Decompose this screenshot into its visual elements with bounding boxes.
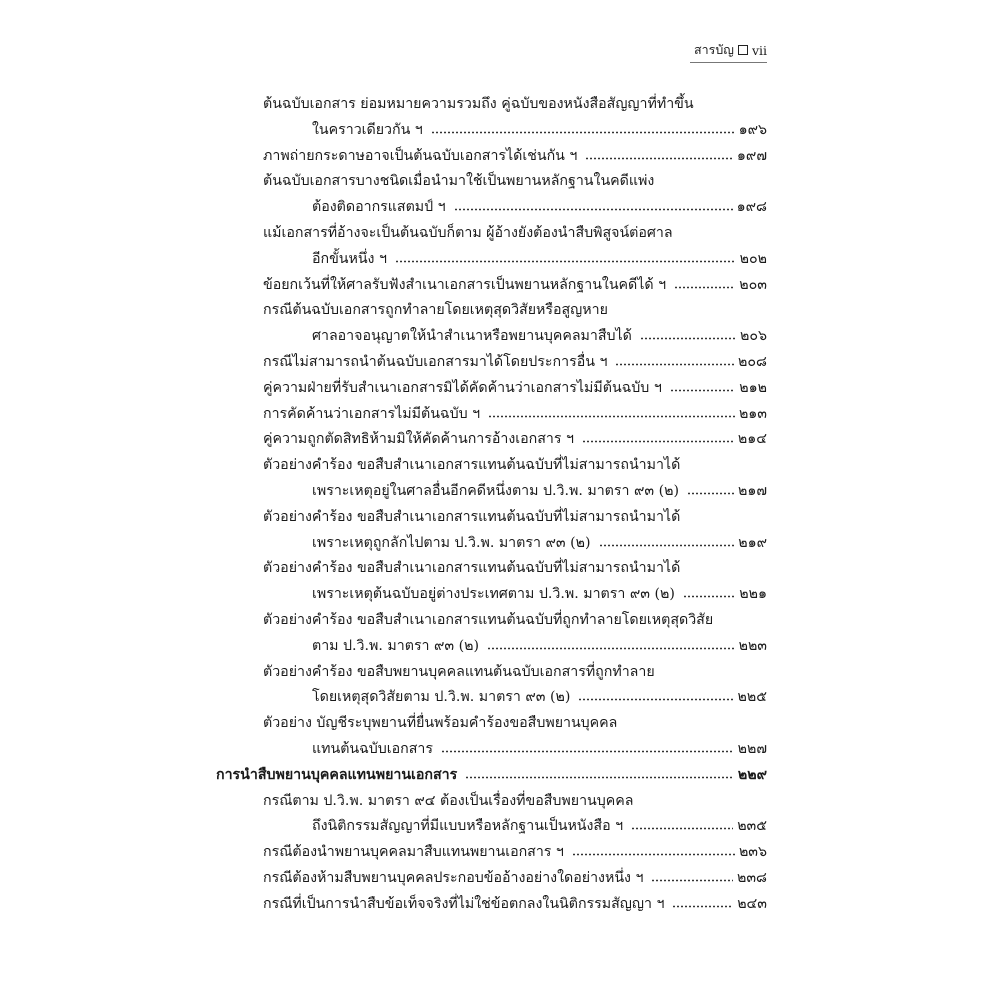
header-page-number: vii xyxy=(751,42,767,58)
dot-leader xyxy=(465,769,734,779)
toc-entry-text: ต้นฉบับเอกสาร ย่อมหมายความรวมถึง คู่ฉบับของหนังสือสัญญาที่ทำขึ้น xyxy=(263,96,694,112)
toc-entry xyxy=(216,840,767,866)
square-icon xyxy=(738,45,748,55)
toc-entry xyxy=(216,453,767,479)
toc-entry-text: ต้นฉบับเอกสารบางชนิดเมื่อนำมาใช้เป็นพยานหลักฐานในคดีแพ่ง xyxy=(263,173,655,190)
toc-page-number: ๒๐๒ xyxy=(739,250,767,267)
dot-leader xyxy=(454,201,733,211)
toc-entry xyxy=(216,866,767,892)
toc-entry xyxy=(216,427,767,453)
toc-entry-text: กรณีตาม ป.วิ.พ. มาตรา ๙๔ ต้องเป็นเรื่องที่ขอสืบพยานบุคคล xyxy=(263,792,634,809)
toc-entry xyxy=(216,531,767,557)
toc-entry xyxy=(216,892,767,918)
toc-section-heading xyxy=(216,763,767,789)
dot-leader xyxy=(395,253,736,263)
toc-page-number: ๑๙๖ xyxy=(738,121,767,138)
dot-leader xyxy=(683,588,735,598)
toc-entry xyxy=(216,582,767,608)
dot-leader xyxy=(578,691,733,701)
dot-leader xyxy=(582,433,734,443)
toc-entry-text: กรณีที่เป็นการนำสืบข้อเท็จจริงที่ไม่ใช่ข้อตกลงในนิติกรรมสัญญา ฯ xyxy=(263,895,665,912)
toc-entry xyxy=(216,169,767,195)
toc-page-number: ๒๒๕ xyxy=(737,689,767,706)
toc-entry xyxy=(216,221,767,247)
dot-leader xyxy=(687,485,734,495)
toc-entry xyxy=(216,556,767,582)
toc-page-number: ๒๑๙ xyxy=(738,534,767,551)
toc-section-text: การนำสืบพยานบุคคลแทนพยานเอกสาร xyxy=(216,766,458,783)
toc-page-number: ๒๑๒ xyxy=(739,379,767,396)
dot-leader xyxy=(572,846,735,856)
toc-entry-text: ถึงนิติกรรมสัญญาที่มีแบบหรือหลักฐานเป็นหนังสือ ฯ xyxy=(312,818,624,835)
toc-entry-text: คู่ความถูกตัดสิทธิห้ามมิให้คัดค้านการอ้างเอกสาร ฯ xyxy=(263,431,574,448)
toc-entry-text: โดยเหตุสุดวิสัยตาม ป.วิ.พ. มาตรา ๙๓ (๒) xyxy=(312,689,571,706)
toc-entry-text: แทนต้นฉบับเอกสาร xyxy=(312,740,433,757)
toc-page-number: ๒๑๗ xyxy=(737,482,767,499)
dot-leader xyxy=(585,150,733,160)
toc-entry xyxy=(216,195,767,221)
toc-entry xyxy=(216,350,767,376)
toc-entry-text: ตัวอย่างคำร้อง ขอสืบสำเนาเอกสารแทนต้นฉบับที่ไม่สามารถนำมาได้ xyxy=(263,457,681,474)
dot-leader xyxy=(651,872,733,882)
toc-entry xyxy=(216,814,767,840)
toc-entry-text: ตัวอย่างคำร้อง ขอสืบสำเนาเอกสารแทนต้นฉบับที่ไม่สามารถนำมาได้ xyxy=(263,560,681,577)
dot-leader xyxy=(640,330,736,340)
toc-entry-text: กรณีต้นฉบับเอกสารถูกทำลายโดยเหตุสุดวิสัยหรือสูญหาย xyxy=(263,302,608,319)
toc-entry xyxy=(216,376,767,402)
toc-page-number: ๒๐๓ xyxy=(739,276,767,293)
toc-page-number: ๒๒๙ xyxy=(737,766,767,783)
toc-entry-text: ต้องติดอากรแสตมป์ ฯ xyxy=(312,199,446,216)
toc-entry-text: กรณีไม่สามารถนำต้นฉบับเอกสารมาได้โดยประการอื่น ฯ xyxy=(263,353,608,370)
toc-page-number: ๒๐๖ xyxy=(739,328,767,345)
toc-entry xyxy=(216,273,767,299)
toc-page-number: ๑๙๗ xyxy=(736,147,767,164)
toc-entry xyxy=(216,247,767,273)
toc-entry xyxy=(216,789,767,815)
toc-entry-text: คู่ความฝ่ายที่รับสำเนาเอกสารมิได้คัดค้านว่าเอกสารไม่มีต้นฉบับ ฯ xyxy=(263,379,662,396)
toc-entry-text: ตาม ป.วิ.พ. มาตรา ๙๓ (๒) xyxy=(312,637,480,654)
toc-entry-text: แม้เอกสารที่อ้างจะเป็นต้นฉบับก็ตาม ผู้อ้างยังต้องนำสืบพิสูจน์ต่อศาล xyxy=(263,224,673,241)
toc-page-number: ๒๓๕ xyxy=(737,818,767,835)
toc-page-number: ๒๓๘ xyxy=(737,869,767,886)
toc-entry-text: ตัวอย่างคำร้อง ขอสืบพยานบุคคลแทนต้นฉบับเอกสารที่ถูกทำลาย xyxy=(263,663,655,680)
header-title: สารบัญ xyxy=(693,42,734,57)
toc-entry xyxy=(216,298,767,324)
toc-entry xyxy=(216,634,767,660)
dot-leader xyxy=(431,124,735,134)
dot-leader xyxy=(599,537,735,547)
toc-entry-text: อีกขั้นหนึ่ง ฯ xyxy=(312,250,387,267)
toc-entry xyxy=(216,402,767,428)
table-of-contents xyxy=(216,92,767,918)
dot-leader xyxy=(631,820,733,830)
toc-entry-text: เพราะเหตุต้นฉบับอยู่ต่างประเทศตาม ป.วิ.พ. มาตรา ๙๓ (๒) xyxy=(312,586,675,603)
toc-entry xyxy=(216,505,767,531)
toc-entry xyxy=(216,144,767,170)
toc-entry-text: กรณีต้องห้ามสืบพยานบุคคลประกอบข้ออ้างอย่างใดอย่างหนึ่ง ฯ xyxy=(263,869,644,886)
toc-entry-text: ศาลอาจอนุญาตให้นำสำเนาหรือพยานบุคคลมาสืบได้ xyxy=(312,328,632,345)
toc-entry xyxy=(216,92,767,118)
dot-leader xyxy=(615,356,734,366)
toc-entry xyxy=(216,479,767,505)
toc-entry xyxy=(216,118,767,144)
toc-entry-text: ตัวอย่างคำร้อง ขอสืบสำเนาเอกสารแทนต้นฉบับที่ถูกทำลายโดยเหตุสุดวิสัย xyxy=(263,611,714,628)
toc-entry xyxy=(216,737,767,763)
dot-leader xyxy=(441,743,734,753)
toc-entry xyxy=(216,711,767,737)
toc-page-number: ๒๑๓ xyxy=(738,405,767,422)
toc-entry xyxy=(216,660,767,686)
toc-entry xyxy=(216,324,767,350)
toc-page-number: ๒๐๘ xyxy=(738,353,767,370)
toc-entry-text: ตัวอย่าง บัญชีระบุพยานที่ยื่นพร้อมคำร้องขอสืบพยานบุคคล xyxy=(263,715,618,732)
dot-leader xyxy=(488,408,735,418)
toc-page-number: ๑๙๘ xyxy=(736,199,767,216)
toc-entry-text: ในคราวเดียวกัน ฯ xyxy=(312,121,423,138)
toc-page-number: ๒๑๔ xyxy=(737,431,767,448)
toc-entry-text: ภาพถ่ายกระดาษอาจเป็นต้นฉบับเอกสารได้เช่นกัน ฯ xyxy=(263,147,578,164)
dot-leader xyxy=(487,640,735,650)
toc-entry xyxy=(216,608,767,634)
toc-entry-text: การคัดค้านว่าเอกสารไม่มีต้นฉบับ ฯ xyxy=(263,405,481,422)
toc-entry-text: ข้อยกเว้นที่ให้ศาลรับฟังสำเนาเอกสารเป็นพยานหลักฐานในคดีได้ ฯ xyxy=(263,276,667,293)
dot-leader xyxy=(674,279,735,289)
toc-page-number: ๒๔๓ xyxy=(737,895,767,912)
dot-leader xyxy=(672,898,733,908)
toc-entry xyxy=(216,685,767,711)
toc-page-number: ๒๒๑ xyxy=(739,586,767,603)
toc-page-number: ๒๒๓ xyxy=(738,637,767,654)
toc-entry-text: ตัวอย่างคำร้อง ขอสืบสำเนาเอกสารแทนต้นฉบับที่ไม่สามารถนำมาได้ xyxy=(263,508,681,525)
toc-entry-text: เพราะเหตุอยู่ในศาลอื่นอีกคดีหนึ่งตาม ป.วิ.พ. มาตรา ๙๓ (๒) xyxy=(312,482,680,499)
running-header xyxy=(690,38,767,63)
toc-page-number: ๒๒๗ xyxy=(737,740,767,757)
dot-leader xyxy=(670,382,735,392)
toc-entry-text: กรณีต้องนำพยานบุคคลมาสืบแทนพยานเอกสาร ฯ xyxy=(263,844,564,861)
toc-entry-text: เพราะเหตุถูกลักไปตาม ป.วิ.พ. มาตรา ๙๓ (๒) xyxy=(312,534,591,551)
toc-page-number: ๒๓๖ xyxy=(738,844,767,861)
